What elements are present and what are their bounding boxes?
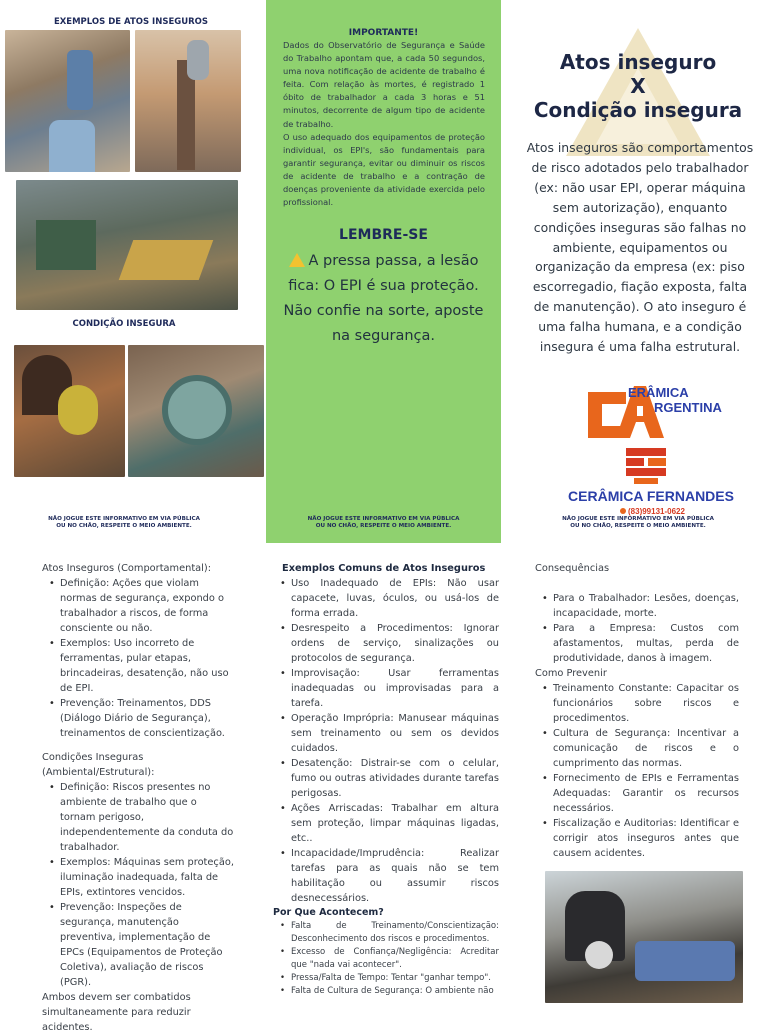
list-item: • Fornecimento de EPIs e Ferramentas Adequadas: Garantir os recursos necessários. [535,771,739,816]
ceramica-fernandes-logo [568,444,734,518]
list-item: • Excesso de Confiança/Negligência: Acreditar que "nada vai acontecer". [273,946,499,972]
logo2-name: CERÂMICA FERNANDES [568,488,734,504]
list-item: • Falta de Cultura de Segurança: O ambiente não [273,985,499,998]
lembre-text: A pressa passa, a lesão fica: O EPI é sua proteção. Não confie na sorte, aposte na segurança. [283,253,484,345]
ceramica-argentina-logo [586,382,726,440]
por-que-heading: Por Que Acontecem? [273,907,384,918]
photo-factory-cctv [16,180,238,310]
lembre-text-block [266,249,501,349]
condicoes-inseguras-heading: Condições Inseguras (Ambiental/Estrutural): [42,752,155,778]
list-item: • Operação Imprópria: Manusear máquinas sem treinamento ou sem os devidos cuidados. [273,711,499,756]
importante-paragraph-2: O uso adequado dos equipamentos de proteção individual, os EPI's, são fundamentais para garantir segurança, evitar ou diminuir os riscos de acidente de trabalho e a contração de doenças proveniente da atividade exercida pelo profissional. [283,131,485,208]
como-prevenir-list [535,681,739,861]
consequencias-list [535,591,739,666]
list-item: • Desrespeito a Procedimentos: Ignorar ordens de serviço, sinalizações ou protocolos de segurança. [273,621,499,666]
photo-exposed-pulley [128,345,264,477]
list-item: • Cultura de Segurança: Incentivar a comunicação de riscos e o cumprimento das normas. [535,726,739,771]
list-item: • Fiscalização e Auditorias: Identificar e corrigir atos inseguros antes que causem acidentes. [535,816,739,861]
col-consequencias [535,561,739,861]
main-title: Atos inseguro X Condição insegura [533,50,743,122]
col-exemplos [273,561,499,998]
middle-footer: NÃO JOGUE ESTE INFORMATIVO EM VIA PÚBLICA OU NO CHÃO, RESPEITE O MEIO AMBIENTE. [307,516,460,529]
list-item: • Definição: Riscos presentes no ambiente de trabalho que o tornam perigoso, independentemente da conduta do trabalhador. [42,780,234,855]
como-prevenir-heading: Como Prevenir [535,668,607,679]
list-item: • Prevenção: Treinamentos, DDS (Diálogo Diário de Segurança), treinamentos de conscientização. [42,696,234,741]
caption-condicao-insegura: CONDIÇÃO INSEGURA [72,319,176,329]
list-item: • Para a Empresa: Custos com afastamentos, multas, perda de produtividade, danos à imagem. [535,621,739,666]
list-item: • Exemplos: Máquinas sem proteção, iluminação inadequada, falta de EPIs, extintores vencidos. [42,855,234,900]
logo1-line1: ERÂMICA [628,385,689,400]
list-item: • Desatenção: Distrair-se com o celular, fumo ou outras atividades durante tarefas perigosas. [273,756,499,801]
col-atos-condicoes [42,561,234,1035]
por-que-list [273,920,499,998]
atos-inseguros-list [42,576,234,741]
exemplos-heading: Exemplos Comuns de Atos Inseguros [282,563,486,574]
list-item: • Falta de Treinamento/Conscientização: Desconhecimento dos riscos e procedimentos. [273,920,499,946]
list-item: • Ações Arriscadas: Trabalhar em altura sem proteção, limpar máquinas ligadas, etc.. [273,801,499,846]
closing-note: Ambos devem ser combatidos simultaneamente para reduzir acidentes. [42,992,191,1033]
main-description: Atos inseguros são comportamentos de risco adotados pelo trabalhador (ex: não usar EPI, operar máquina sem autorização), enquanto condições inseguras são falhas no ambiente, equipamentos ou organização da empresa (ex: piso escorregadio, fiação exposta, falta de manutenção). O ato inseguro é uma falha humana, e a condição insegura é uma falha estrutural. [526,140,754,355]
list-item: • Definição: Ações que violam normas de segurança, expondo o trabalhador a riscos, de forma consciente ou não. [42,576,234,636]
caption-atos-inseguros: EXEMPLOS DE ATOS INSEGUROS [53,17,209,27]
list-item: • Pressa/Falta de Tempo: Tentar "ganhar tempo". [273,972,499,985]
list-item: • Treinamento Constante: Capacitar os funcionários sobre riscos e procedimentos. [535,681,739,726]
left-panel [0,0,266,543]
list-item: • Prevenção: Inspeções de segurança, manutenção preventiva, implementação de EPCs (Equipamentos de Proteção Coletiva), avaliação de riscos (PGR). [42,900,234,990]
atos-inseguros-heading: Atos Inseguros (Comportamental): [42,563,212,574]
importante-paragraph-1: Dados do Observatório de Segurança e Saúde do Trabalho apontam que, a cada 50 segundos, uma nova notificação de acidente de trabalho é feita. Com relação às mortes, é registrado 1 óbito de trabalhador a cada 3 horas e 51 minutos, decorrente de algum tipo de acidente de trabalho. [283,40,485,129]
importante-panel [266,0,501,543]
photo-worker-ladder [135,30,241,172]
importante-title: IMPORTANTE! [348,28,419,38]
whatsapp-icon [620,508,626,514]
photo-worker-grinder [545,871,743,1003]
exemplos-list [273,576,499,906]
list-item: • Exemplos: Uso incorreto de ferramentas, pular etapas, brincadeiras, desatenção, não uso de EPI. [42,636,234,696]
lembre-title: LEMBRE-SE [339,227,428,244]
logo2-phone: (83)99131-0622 [628,507,685,516]
list-item: • Para o Trabalhador: Lesões, doenças, incapacidade, morte. [535,591,739,621]
photo-worker-climbing [5,30,130,172]
condicoes-inseguras-list [42,780,234,990]
list-item: • Uso Inadequado de EPIs: Não usar capacete, luvas, óculos, ou usá-los de forma errada. [273,576,499,621]
left-footer: NÃO JOGUE ESTE INFORMATIVO EM VIA PÚBLICA OU NO CHÃO, RESPEITE O MEIO AMBIENTE. [48,516,200,529]
photo-old-machine-kiln [14,345,125,477]
list-item: • Improvisação: Usar ferramentas inadequadas ou improvisadas para a tarefa. [273,666,499,711]
right-footer: NÃO JOGUE ESTE INFORMATIVO EM VIA PÚBLICA OU NO CHÃO, RESPEITE O MEIO AMBIENTE. [562,516,714,529]
list-item: • Incapacidade/Imprudência: Realizar tarefas para as quais não se tem habilitação ou assumir riscos desnecessários. [273,846,499,906]
logo1-line2: RGENTINA [654,400,722,415]
warning-icon [289,253,305,267]
brick-emblem-icon [626,448,666,484]
consequencias-heading: Consequências [535,563,610,574]
